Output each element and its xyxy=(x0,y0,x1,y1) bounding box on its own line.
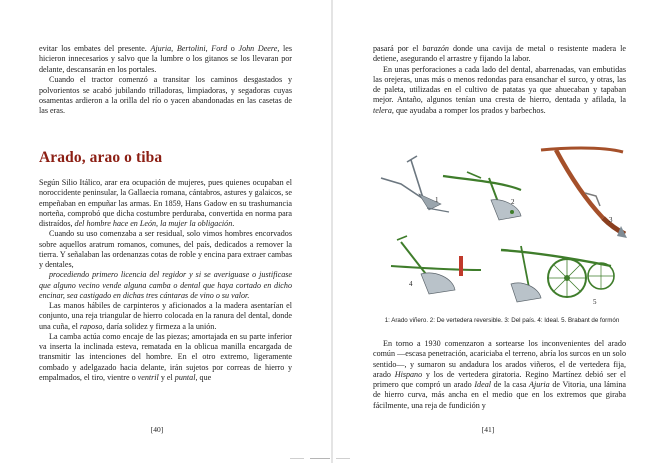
page-indicator-current[interactable] xyxy=(310,458,330,459)
left-main-text xyxy=(39,178,292,383)
paragraph: La camba actúa como encaje de las piezas; amortajada en su parte inferior va inserta la inclinada esteva, rematada en la oblicua manilla encargada de transmitir las intenciones del hombre. En el otro extremo, ligeramente combado y adelgazado hacia delante, irán sujetos por correas de hierro y empalmados, el tiro, vientre o ventril y el puntal, que xyxy=(39,331,292,382)
plough-2 xyxy=(443,172,521,220)
page-indicator-left[interactable] xyxy=(290,458,304,459)
brand-hispano: Hispano xyxy=(394,369,423,379)
brands-text: Ajuria xyxy=(150,44,172,53)
paragraph: En torno a 1930 comenzaron a sortearse los inconvenientes del arado común —escasa penetración, acariciaba el terreno, abría los surcos en un solo sentido—, y sumaron su andadura los arados viñeros, el de vertedera fija, arado Hispano y los de vertedera giratoria. Regino Martínez debió ser el primero que compró un arado Ideal de la casa Ajuria de Vitoria, una lámina de hierro curva, más ancha en el medio que en los extremos que giraba fácilmente, una reja de fundición y xyxy=(373,339,627,410)
paragraph: evitar los embates del presente. Ajuria, Bertolini, Ford o John Deere, les hicieron innecesarios y salvo que la lumbre o los gitanos se los llevaran por delante, descansarán en los portales. xyxy=(39,44,293,74)
brand-ideal: Ideal xyxy=(474,380,491,389)
figure-caption: 1: Arado viñero. 2: De vertedera reversible. 3: Del país. 4: Ideal. 5. Brabant de formón xyxy=(384,317,620,324)
page-indicator-right[interactable] xyxy=(336,458,350,459)
brand-ford: Ford xyxy=(211,44,228,53)
plough-4 xyxy=(391,236,481,294)
plough-illustration xyxy=(371,138,629,312)
plough-1 xyxy=(381,156,449,212)
paragraph: En unas perforaciones a cada lado del dental, abarrenadas, van embutidas las orejeras, unas más o menos redondas para ensanchar el surco, y otras, las de paleta, utilizadas en el cultivo de patatas ya que ahuecaban y tapaban mejor. Antaño, algunos tenían una cresta de hierro, dentada y afilada, la telera, que ayudaba a romper los prados y barbechos. xyxy=(373,64,626,115)
section-title: Arado, arao o tiba xyxy=(39,149,163,166)
right-top-text xyxy=(373,44,626,116)
term-ventril: ventril xyxy=(137,372,159,382)
plough-5 xyxy=(501,246,614,302)
plough-3 xyxy=(541,148,627,238)
figure-label-5: 5 xyxy=(593,298,597,306)
brand-bertolini: Bertolini xyxy=(176,44,206,53)
right-page xyxy=(333,0,665,463)
term-raposo: raposo xyxy=(79,321,103,331)
right-bottom-text xyxy=(373,339,626,411)
left-top-text xyxy=(39,44,292,116)
figure-label-3: 3 xyxy=(609,216,613,224)
paragraph: Cuando el tractor comenzó a transitar los caminos desgastados y polvorientos se acabó jubilando trilladoras, limpiadoras, y segadoras cuyas osamentas ardieron a la orilla del río o yacen abandonadas en las casetas de las eras. xyxy=(39,75,292,115)
brand-deere: John Deere xyxy=(238,44,278,53)
paragraph: Cuando su uso comenzaba a ser residual, solo vimos hombres encorvados sobre aquellos aratrum romanos, comunes, del país, dedicados a remover la tierra. Y señalaban las ordenanzas cotas de roble y encina para extraer cambas y dentales, xyxy=(39,229,292,269)
term-telera: telera xyxy=(373,105,392,115)
figure-label-2: 2 xyxy=(511,198,515,206)
figure-label-4: 4 xyxy=(409,280,413,288)
paragraph: Según Silio Itálico, arar era ocupación de mujeres, pues quienes ocupaban el noroccidente peninsular, la Gallaecia romana, cántabros, astures y galaicos, se empeñaban en empuñar las armas. En 1859, Hans Gadow en su trashumancia norteña, comprobó que dicha costumbre perduraba, convertida en norma para distraídos, del hombre hace en León, la mujer la obligación. xyxy=(39,178,292,228)
page-number: [40] xyxy=(150,425,164,434)
quote-inline: del hombre hace en León, la mujer la obligación xyxy=(74,219,233,228)
term-puntal: puntal xyxy=(174,372,196,382)
page-number: [41] xyxy=(481,425,495,434)
term-barazon: barazón xyxy=(422,44,449,53)
left-page xyxy=(0,0,332,463)
quote-paragraph: procediendo primero licencia del regidor y si se averiguase o justificase que alguno vecino vende alguna camba o dental que haya cortado en dicho encinar, sea castigado en dichas tres cántaras de vino o su valor. xyxy=(39,270,292,300)
figure-label-1: 1 xyxy=(435,196,439,204)
paragraph: pasará por el barazón donde una cavija de metal o resistente madera le detiene, asegurando el arrastre y fijando la labor. xyxy=(373,44,626,64)
brand-ajuria: Ajuria xyxy=(529,380,550,389)
paragraph: Las manos hábiles de carpinteros y aficionados a la madera asentarían el conjunto, una reja triangular de hierro colocada en la ranura del dental, donde una cuña, el raposo, daría solidez y firmeza a la unión. xyxy=(39,301,292,331)
